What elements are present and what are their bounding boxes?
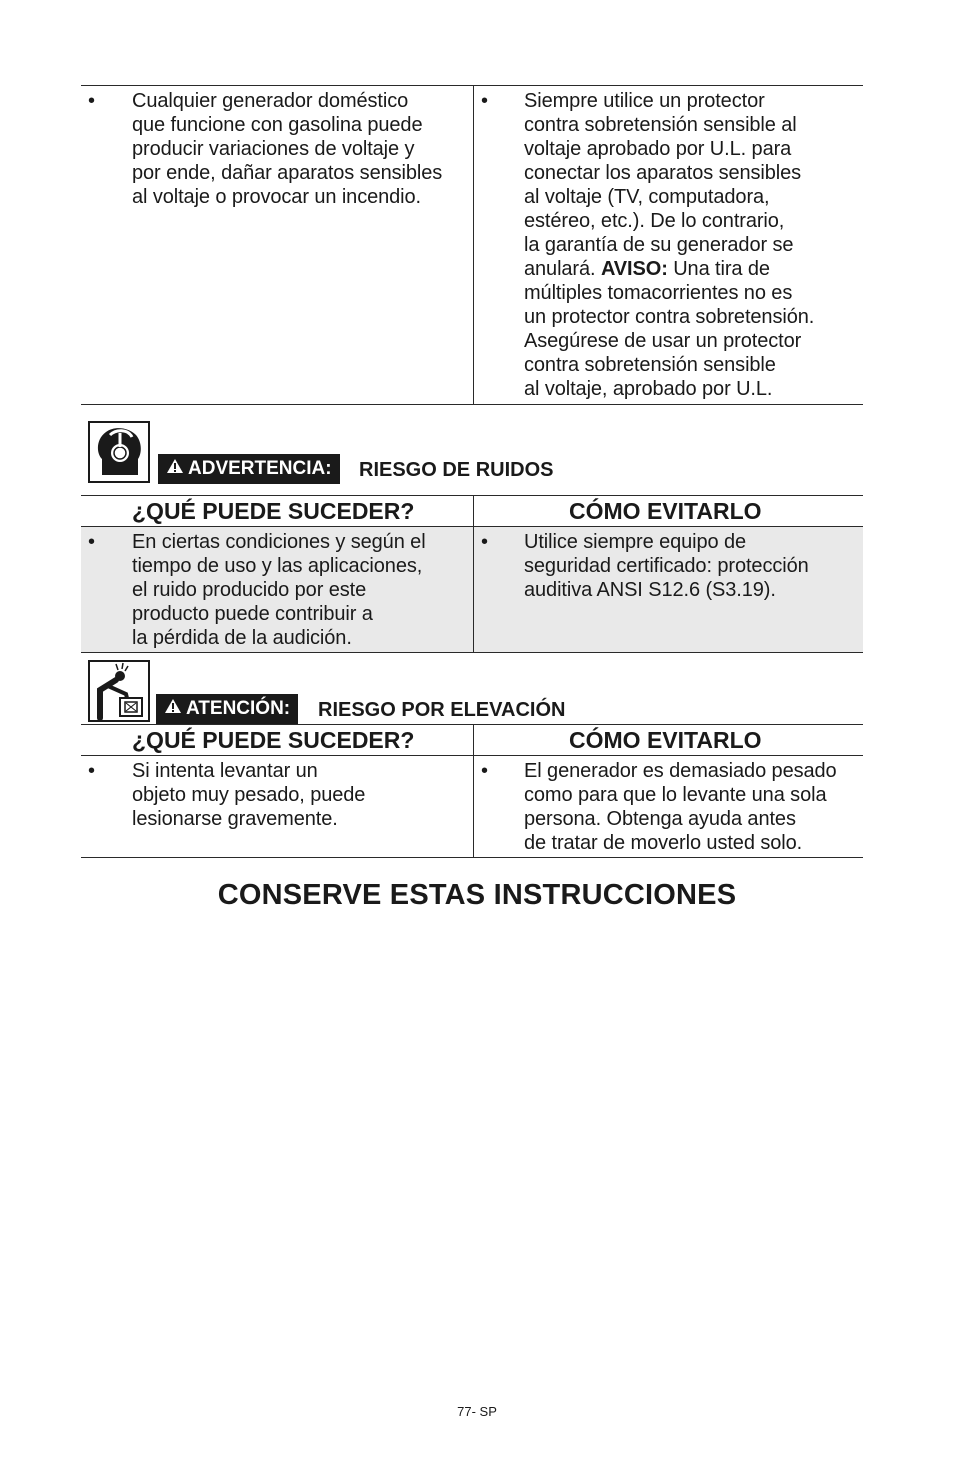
noise-table-divider (473, 495, 474, 653)
top-right-text (524, 89, 860, 401)
bullet: • (481, 531, 489, 553)
noise-left-text: En ciertas condiciones y según el tiempo de uso y las aplicaciones, el ruido producido por este producto puede contribuir a la pérdida de la audición. (132, 531, 426, 649)
warning-badge (158, 454, 340, 484)
lift-left-text: Si intenta levantar un objeto muy pesado, puede lesionarse gravemente. (132, 760, 366, 830)
caution-badge (156, 694, 298, 724)
hearing-protection-icon (88, 421, 150, 483)
top-left-text: Cualquier generador doméstico que funcione con gasolina puede producir variaciones de voltaje y por ende, dañar aparatos sensibles al voltaje o provocar un incendio. (132, 90, 443, 208)
warning-triangle-icon (164, 694, 182, 724)
lifting-hazard-icon (88, 660, 150, 722)
noise-header-top-rule (81, 495, 863, 496)
aviso-label: AVISO: (600, 258, 668, 280)
bullet: • (88, 760, 96, 782)
lift-hazard-title: RIESGO POR ELEVACIÓN (318, 699, 566, 721)
lift-table-bottom-rule (81, 857, 863, 858)
top-table-divider (473, 85, 474, 405)
lift-header-top-rule (81, 724, 863, 725)
warning-badge-label: ADVERTENCIA: (188, 458, 332, 479)
lift-right-text: El generador es demasiado pesado como para que lo levante una sola persona. Obtenga ayuda antes de tratar de moverlo usted solo. (524, 760, 837, 854)
top-right-text-part2: Una tira de múltiples tomacorrientes no es un protector contra sobretensión. Asegúrese de usar un protector contra sobretensión sensible al voltaje, aprobado por U.L. (524, 258, 815, 400)
lift-header-bottom-rule (81, 755, 863, 756)
bullet: • (481, 90, 489, 112)
noise-right-text: Utilice siempre equipo de seguridad certificado: protección auditiva ANSI S12.6 (S3.19). (524, 531, 809, 601)
lifting-hazard-icon-graphic (90, 662, 148, 720)
page-title: CONSERVE ESTAS INSTRUCCIONES (217, 879, 737, 911)
top-table-bottom-rule (81, 404, 863, 405)
page-number: 77- SP (457, 1404, 497, 1419)
lift-col-left-header: ¿QUÉ PUEDE SUCEDER? (132, 727, 415, 753)
hearing-protection-icon-graphic (90, 423, 148, 481)
bullet: • (481, 760, 489, 782)
noise-hazard-title: RIESGO DE RUIDOS (359, 459, 554, 481)
top-table-top-rule (81, 85, 863, 86)
noise-col-right-header: CÓMO EVITARLO (569, 498, 762, 524)
bullet: • (88, 531, 96, 553)
noise-col-left-header: ¿QUÉ PUEDE SUCEDER? (132, 498, 415, 524)
warning-triangle-icon (166, 454, 184, 484)
top-right-text-part1: Siempre utilice un protector contra sobretensión sensible al voltaje aprobado por U.L. para conectar los aparatos sensibles al voltaje (TV, computadora, estéreo, etc.). De lo contrario, la garantía de su generador se anulará. (524, 90, 802, 280)
lift-col-right-header: CÓMO EVITARLO (569, 727, 762, 753)
bullet: • (88, 90, 96, 112)
caution-badge-label: ATENCIÓN: (186, 698, 291, 719)
lift-table-divider (473, 724, 474, 858)
noise-table-bottom-rule (81, 652, 863, 653)
